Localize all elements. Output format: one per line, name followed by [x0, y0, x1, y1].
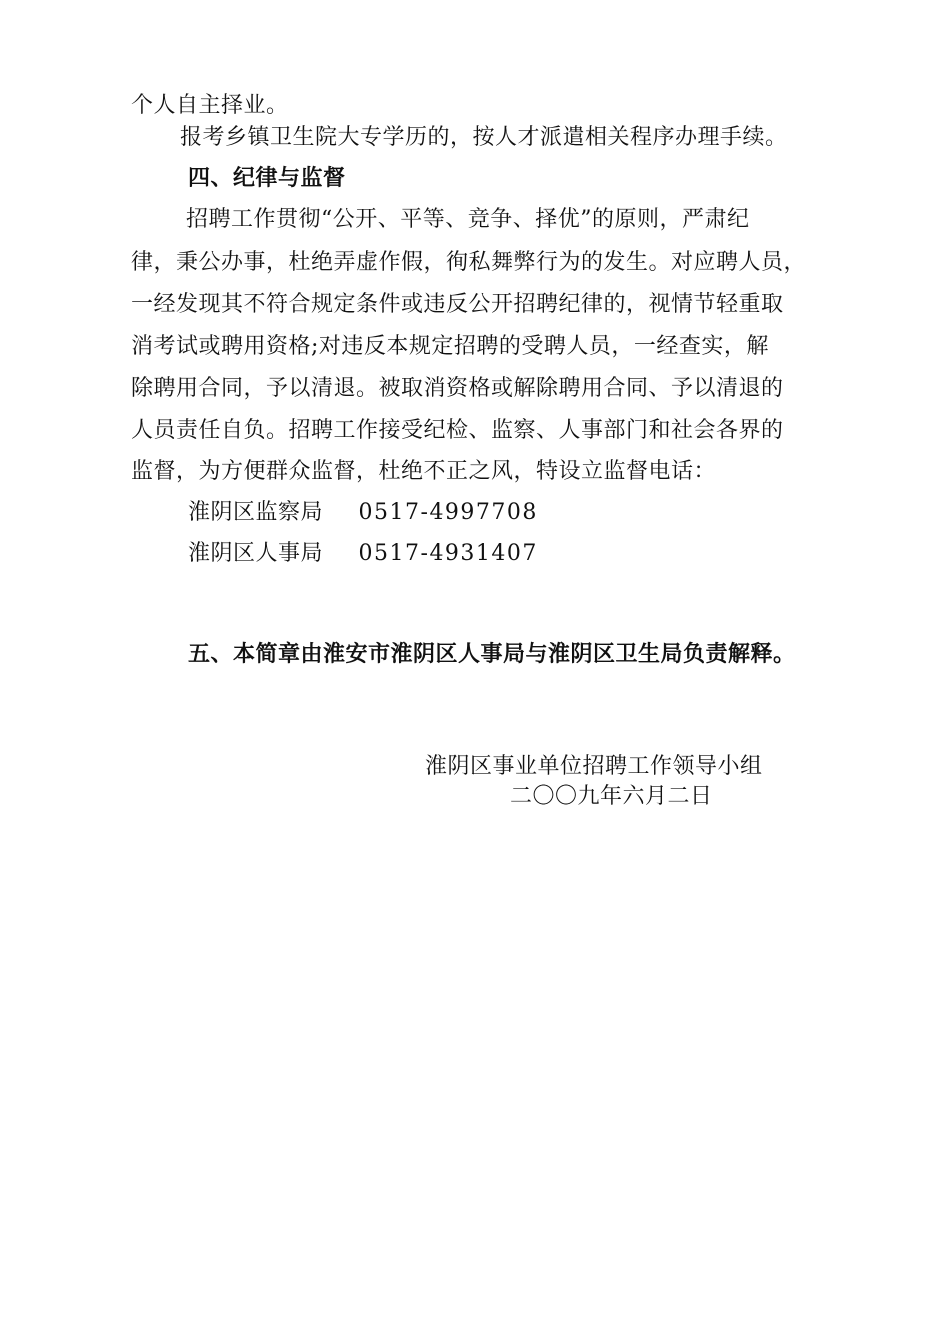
section-four-line-1: 招聘工作贯彻“公开、平等、竞争、择优”的原则，严肃纪 [186, 207, 750, 232]
section-five-heading: 五、本简章由淮安市淮阴区人事局与淮阴区卫生局负责解释。 [188, 642, 796, 667]
section-four-line-4: 消考试或聘用资格;对违反本规定招聘的受聘人员，一经查实，解 [131, 334, 769, 359]
signature-organization: 淮阴区事业单位招聘工作领导小组 [425, 754, 763, 779]
contact-name: 淮阴区监察局 [188, 500, 324, 525]
intro-line-2: 报考乡镇卫生院大专学历的，按人才派遣相关程序办理手续。 [180, 125, 788, 150]
contact-row [188, 540, 538, 568]
intro-line-1: 个人自主择业。 [131, 93, 289, 118]
section-four-line-5: 除聘用合同，予以清退。被取消资格或解除聘用合同、予以清退的 [131, 376, 784, 401]
contact-name: 淮阴区人事局 [188, 541, 324, 566]
section-four-line-2: 律，秉公办事，杜绝弄虚作假，徇私舞弊行为的发生。对应聘人员， [131, 250, 807, 275]
contact-phone: 0517-4931407 [358, 541, 538, 566]
contact-phone: 0517-4997708 [358, 500, 538, 525]
section-four-line-6: 人员责任自负。招聘工作接受纪检、监察、人事部门和社会各界的 [131, 418, 784, 443]
contact-row [188, 499, 538, 527]
section-four-heading: 四、纪律与监督 [188, 166, 346, 191]
section-four-line-3: 一经发现其不符合规定条件或违反公开招聘纪律的，视情节轻重取 [131, 292, 784, 317]
signature-date: 二〇〇九年六月二日 [510, 784, 713, 809]
section-four-line-7: 监督，为方便群众监督，杜绝不正之风，特设立监督电话： [131, 459, 717, 484]
